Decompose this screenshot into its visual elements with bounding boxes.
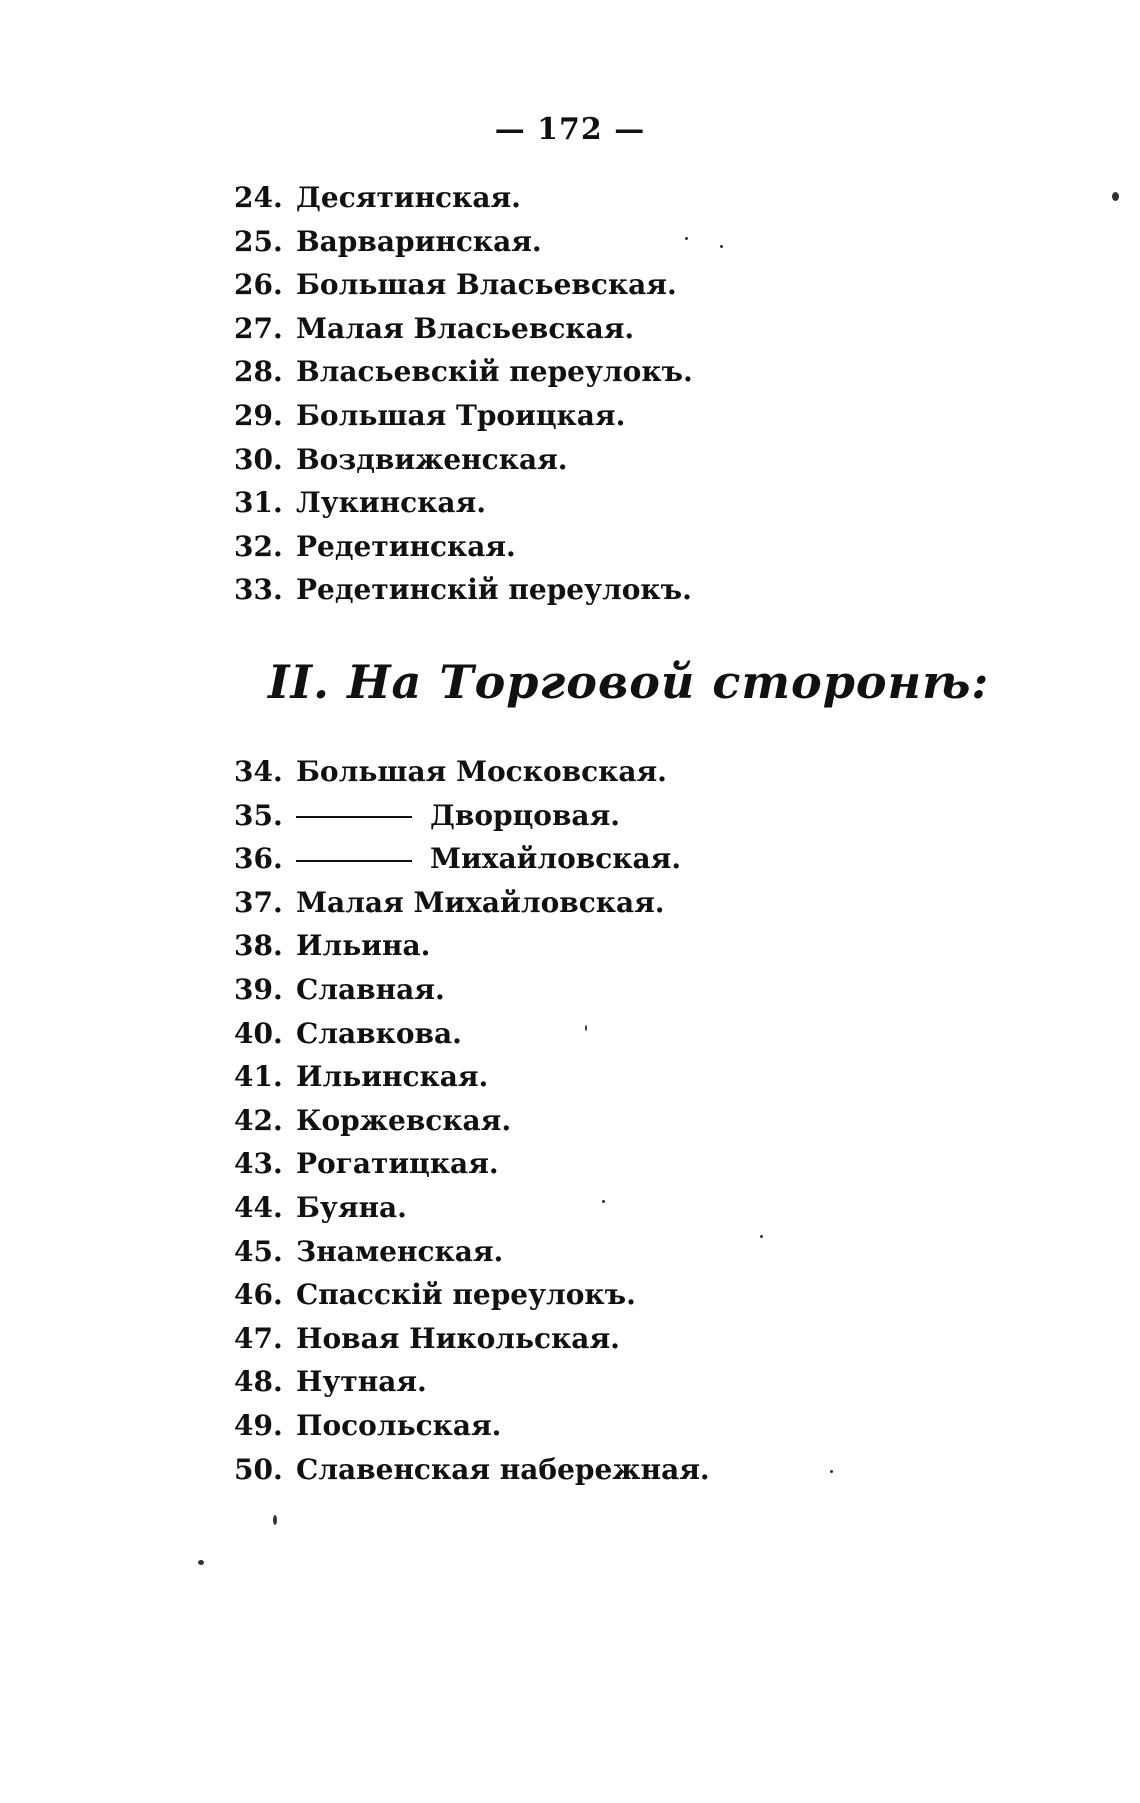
entry-number: 41.: [234, 1060, 283, 1094]
scan-speck: [830, 1470, 833, 1473]
ditto-dash: [296, 816, 412, 818]
entry-number: 50.: [234, 1452, 283, 1486]
entry-number: 29.: [234, 398, 283, 432]
list-item: [234, 750, 710, 794]
entry-name: Власьевскій переулокъ.: [296, 355, 693, 389]
entry-number: 46.: [234, 1278, 283, 1312]
list-item: [234, 394, 693, 438]
list-item: [234, 837, 710, 881]
list-item: [234, 1186, 710, 1230]
entry-number: 45.: [234, 1234, 283, 1268]
entry-name: Большая Московская.: [296, 755, 667, 788]
entry-name: Славенская набережная.: [296, 1452, 710, 1486]
entry-name: Большая Власьевская.: [296, 268, 677, 302]
entry-name: Ильинская.: [296, 1060, 489, 1094]
scan-speck: [602, 1200, 605, 1203]
entry-name: Редетинскій переулокъ.: [296, 573, 692, 607]
entry-number: 40.: [234, 1016, 283, 1050]
entry-number: 30.: [234, 442, 283, 476]
list-item: [234, 1273, 710, 1317]
entry-name: Новая Никольская.: [296, 1321, 620, 1355]
list-item: [234, 1012, 710, 1056]
entry-name: Варваринская.: [296, 224, 542, 258]
scan-speck: [273, 1515, 277, 1525]
entry-name: Десятинская.: [296, 181, 521, 214]
scan-speck: [720, 245, 723, 248]
entry-number: 25.: [234, 224, 283, 258]
list-item: [234, 1404, 710, 1448]
list-item: [234, 176, 693, 220]
entry-number: 43.: [234, 1147, 283, 1181]
list-item: [234, 481, 693, 525]
scan-speck: [198, 1560, 204, 1565]
entry-name: Рогатицкая.: [296, 1147, 499, 1181]
street-list-trade-side: [234, 750, 710, 1491]
ditto-dash: [296, 860, 412, 862]
list-item: [234, 968, 710, 1012]
entry-name: Лукинская.: [296, 486, 487, 520]
entry-name: Большая Троицкая.: [296, 398, 626, 432]
entry-number: 48.: [234, 1365, 283, 1399]
scan-speck: [1112, 192, 1119, 201]
street-list-sofia-side: [234, 176, 693, 612]
entry-name: Спасскій переулокъ.: [296, 1278, 636, 1312]
entry-number: 26.: [234, 268, 283, 302]
list-item: [234, 525, 693, 569]
list-item: [234, 924, 710, 968]
entry-name: Михайловская.: [430, 842, 682, 876]
entry-name: Посольская.: [296, 1408, 502, 1442]
entry-name: Славкова.: [296, 1016, 462, 1050]
entry-number: 36.: [234, 842, 283, 876]
entry-number: 47.: [234, 1321, 283, 1355]
entry-number: 42.: [234, 1103, 283, 1137]
list-item: [234, 1055, 710, 1099]
scan-speck: [685, 237, 688, 240]
entry-number: 33.: [234, 573, 283, 607]
entry-name: Редетинская.: [296, 529, 516, 563]
entry-number: 49.: [234, 1408, 283, 1442]
list-item: [234, 1142, 710, 1186]
entry-number: 38.: [234, 929, 283, 963]
list-item: [234, 881, 710, 925]
entry-number: 37.: [234, 885, 283, 919]
page-number: — 172 —: [494, 112, 646, 147]
entry-number: 32.: [234, 529, 283, 563]
entry-number: 31.: [234, 486, 283, 520]
entry-name: Ильина.: [296, 929, 431, 963]
entry-number: 39.: [234, 972, 283, 1006]
entry-name: Коржевская.: [296, 1103, 512, 1137]
entry-number: 27.: [234, 311, 283, 345]
list-item: [234, 1099, 710, 1143]
entry-number: 44.: [234, 1190, 283, 1224]
scan-speck: [760, 1235, 763, 1238]
list-item: [234, 220, 693, 264]
scan-speck: [585, 1025, 587, 1031]
entry-number: 34.: [234, 755, 283, 788]
entry-name: Дворцовая.: [430, 798, 620, 832]
entry-name: Знаменская.: [296, 1234, 504, 1268]
list-item: [234, 263, 693, 307]
list-item: [234, 794, 710, 838]
entry-name: Воздвиженская.: [296, 442, 568, 476]
entry-name: Нутная.: [296, 1365, 427, 1399]
section-heading: II. На Торговой сторонѣ:: [268, 655, 990, 709]
entry-number: 35.: [234, 798, 283, 832]
entry-name: Малая Михайловская.: [296, 885, 665, 919]
list-item: [234, 1317, 710, 1361]
list-item: [234, 1230, 710, 1274]
list-item: [234, 1448, 710, 1492]
entry-name: Малая Власьевская.: [296, 311, 635, 345]
list-item: [234, 568, 693, 612]
entry-name: Буяна.: [296, 1190, 407, 1224]
list-item: [234, 438, 693, 482]
list-item: [234, 307, 693, 351]
entry-number: 24.: [234, 181, 283, 214]
list-item: [234, 1360, 710, 1404]
entry-number: 28.: [234, 355, 283, 389]
entry-name: Славная.: [296, 972, 445, 1006]
list-item: [234, 350, 693, 394]
